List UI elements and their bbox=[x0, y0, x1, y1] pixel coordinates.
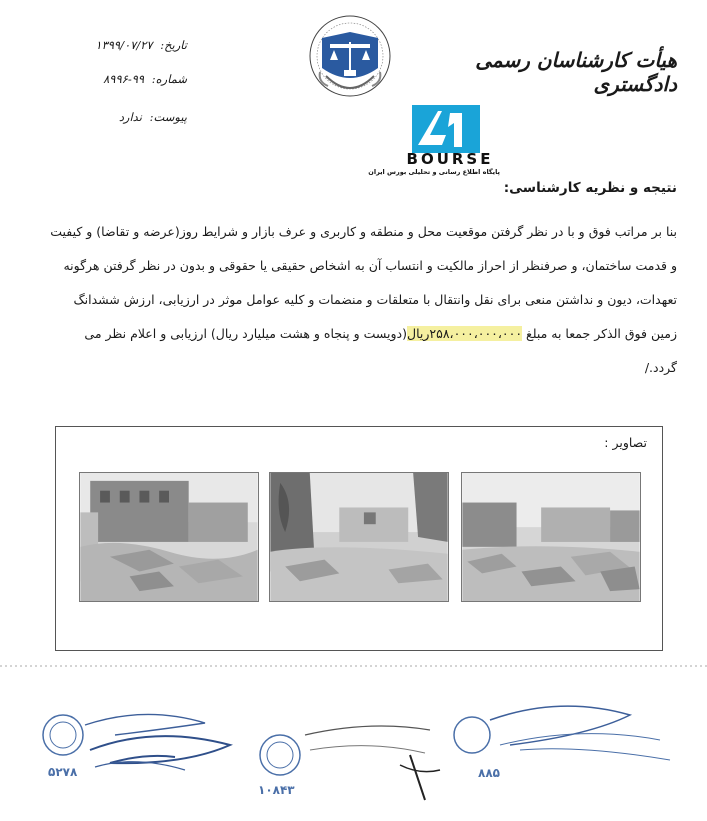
stamp-left-number: ۵۲۷۸ bbox=[48, 765, 78, 779]
photos-frame bbox=[55, 426, 663, 651]
number-line bbox=[103, 72, 187, 86]
bourse-brand: BOURSE bbox=[406, 150, 494, 168]
valuation-amount: ۲۵۸،۰۰۰،۰۰۰،۰۰۰ریال bbox=[406, 326, 523, 341]
expert-opinion-body bbox=[27, 215, 677, 385]
bourse-tagline: پایگاه اطلاع رسانی و تحلیلی بورس ایران bbox=[368, 168, 500, 176]
org-title: هیأت کارشناسان رسمی دادگستری bbox=[475, 48, 677, 96]
site-photo-left bbox=[79, 472, 259, 602]
body-line-4-pre: زمین فوق الذکر جمعا به مبلغ bbox=[526, 326, 677, 341]
date-label: تاریخ: bbox=[160, 38, 187, 52]
site-photo-middle bbox=[269, 472, 449, 602]
date-line bbox=[95, 38, 187, 52]
attachment-line bbox=[119, 110, 187, 124]
number-label: شماره: bbox=[151, 72, 187, 86]
date-value: ۱۳۹۹/۰۷/۲۷ bbox=[95, 38, 153, 52]
attachment-label: پیوست: bbox=[149, 110, 187, 124]
number-value: ۹۹-۸۹۹۶ bbox=[103, 72, 145, 86]
judiciary-experts-emblem-icon bbox=[300, 10, 400, 110]
footer-separator bbox=[0, 665, 707, 667]
body-line-4-post: (دویست و پنجاه و هشت میلیارد ریال) ارزیابی و اعلام نظر می bbox=[84, 326, 407, 341]
body-line-3: تعهدات، دیون و نداشتن منعی برای نقل وانتقال با متعلقات و منضمات و کلیه عوامل موثر در ارزیابی، ارزش ششدانگ bbox=[73, 292, 677, 307]
stamp-middle-number: ۱۰۸۴۳ bbox=[258, 783, 295, 797]
section-heading: نتیجه و نظریه کارشناسی: bbox=[503, 180, 677, 196]
site-photo-right bbox=[461, 472, 641, 602]
body-line-4 bbox=[27, 317, 677, 351]
attachment-value: ندارد bbox=[118, 110, 142, 124]
body-line-1: بنا بر مراتب فوق و با در نظر گرفتن موقعیت محل و منطقه و کاربری و عرف بازار و شرایط روز(عرضه و تقاضا) و کیفیت bbox=[50, 224, 677, 239]
body-line-2: و قدمت ساختمان، و صرفنظر از احراز مالکیت و انتساب آن به اشخاص حقیقی یا حقوقی و بدون در نظر گرفتن هرگونه bbox=[63, 258, 677, 273]
body-line-5: گردد./ bbox=[644, 360, 677, 375]
photos-label: تصاویر : bbox=[604, 435, 647, 450]
stamp-right-number: ۸۸۵ bbox=[478, 766, 500, 780]
